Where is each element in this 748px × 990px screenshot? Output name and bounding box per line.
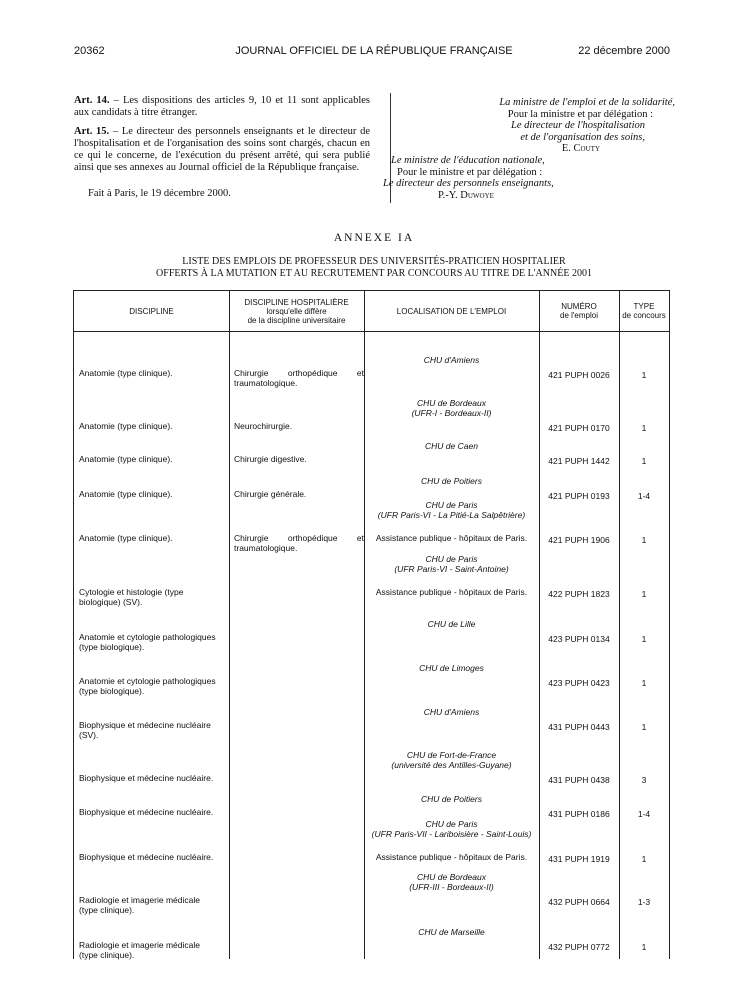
- row-numero: 423 PUPH 0423: [548, 678, 610, 688]
- signature-director-1a: Le directeur de l'hospitalisation: [511, 120, 645, 131]
- issue-date: 22 décembre 2000: [578, 45, 670, 57]
- location-assistance: Assistance publique - hôpitaux de Paris.: [375, 852, 528, 862]
- row-numero: 421 PUPH 0026: [548, 370, 610, 380]
- article-14-text: – Les dispositions des articles 9, 10 et 11 sont applicables aux candidats à titre étranger.: [74, 95, 370, 118]
- article-14: [74, 95, 370, 119]
- row-numero: 431 PUPH 1919: [548, 854, 610, 864]
- row-type: 3: [641, 775, 647, 785]
- article-15-label: Art. 15.: [74, 126, 110, 137]
- row-type: 1: [641, 423, 647, 433]
- row-discipline: Anatomie (type clinique).: [79, 421, 173, 431]
- row-numero: 422 PUPH 1823: [548, 589, 610, 599]
- page-number: 20362: [74, 45, 105, 57]
- row-discipline: Biophysique et médecine nucléaire (SV).: [79, 720, 211, 740]
- location-line: CHU de Paris: [425, 500, 478, 510]
- article-15: [74, 126, 370, 174]
- row-type: 1: [641, 456, 647, 466]
- row-discipline: Anatomie (type clinique).: [79, 454, 173, 464]
- location-line: CHU de Bordeaux: [417, 398, 486, 408]
- journal-title: JOURNAL OFFICIEL DE LA RÉPUBLIQUE FRANÇAISE: [235, 45, 513, 57]
- location-line: CHU de Poitiers: [421, 794, 482, 804]
- location-line: CHU de Caen: [425, 441, 478, 451]
- emplois-table: [73, 290, 670, 959]
- signature-delegation-1: Pour la ministre et par délégation :: [507, 108, 653, 120]
- row-numero: 421 PUPH 0170: [548, 423, 610, 433]
- location-line: (UFR-I - Bordeaux-II): [411, 408, 492, 418]
- row-numero: 421 PUPH 1906: [548, 535, 610, 545]
- row-discipline: Cytologie et histologie (type biologique) (SV).: [79, 587, 184, 607]
- annexe-title: ANNEXE IA: [333, 232, 415, 244]
- row-discipline: Biophysique et médecine nucléaire.: [79, 807, 214, 817]
- annexe-subtitle-2: OFFERTS À LA MUTATION ET AU RECRUTEMENT PAR CONCOURS AU TITRE DE L'ANNÉE 2001: [156, 268, 592, 279]
- row-hospital-discipline: Chirurgie générale.: [234, 489, 307, 499]
- row-discipline: Anatomie et cytologie pathologiques (type biologique).: [79, 676, 216, 696]
- location-line: CHU d'Amiens: [423, 355, 480, 365]
- row-type: 1: [641, 854, 647, 864]
- location-line: CHU de Poitiers: [421, 476, 482, 486]
- row-type: 1: [641, 634, 647, 644]
- row-type: 1: [641, 370, 647, 380]
- row-type: 1-4: [637, 809, 651, 819]
- location-line: CHU de Bordeaux: [417, 872, 486, 882]
- signature-delegation-2: Pour le ministre et par délégation :: [397, 166, 543, 178]
- signature-director-2: Le directeur des personnels enseignants,: [383, 178, 554, 189]
- header-type-line-1: TYPE: [633, 302, 655, 311]
- header-type: [619, 291, 669, 331]
- row-type: 1: [641, 535, 647, 545]
- row-type: 1: [641, 942, 647, 952]
- article-14-label: Art. 14.: [74, 95, 110, 106]
- row-type: 1: [641, 589, 647, 599]
- location-line: (UFR-III - Bordeaux-II): [409, 882, 494, 892]
- column-divider: [229, 291, 230, 959]
- row-numero: 432 PUPH 0772: [548, 942, 610, 952]
- row-type: 1: [641, 678, 647, 688]
- location-assistance: Assistance publique - hôpitaux de Paris.: [375, 533, 528, 543]
- location-line: (UFR Paris-VI - La Pitié-La Salpêtrière): [377, 510, 526, 520]
- row-discipline: Radiologie et imagerie médicale (type clinique).: [79, 895, 200, 915]
- location-line: CHU de Paris: [425, 554, 478, 564]
- row-hospital-discipline: Chirurgie digestive.: [234, 454, 307, 464]
- location-line: (UFR Paris-VII - Lariboisière - Saint-Louis): [371, 829, 532, 839]
- signature-minister-2: Le ministre de l'éducation nationale,: [391, 155, 545, 166]
- row-discipline: Radiologie et imagerie médicale (type clinique).: [79, 940, 200, 960]
- header-hosp-line-3: de la discipline universitaire: [247, 315, 346, 325]
- row-numero: 423 PUPH 0134: [548, 634, 610, 644]
- signature-director-1b: et de l'organisation des soins,: [520, 131, 645, 143]
- row-discipline: Anatomie (type clinique).: [79, 489, 173, 499]
- signature-name-1: E. Couty: [561, 143, 600, 154]
- row-discipline: Anatomie (type clinique).: [79, 368, 173, 378]
- header-hosp-line-2: lorsqu'elle diffère: [266, 306, 327, 316]
- fait-a-paris: Fait à Paris, le 19 décembre 2000.: [88, 188, 231, 199]
- row-numero: 431 PUPH 0186: [548, 809, 610, 819]
- row-numero: 421 PUPH 0193: [548, 491, 610, 501]
- location-line: CHU d'Amiens: [423, 707, 480, 717]
- signature-minister-1: La ministre de l'emploi et de la solidarité,: [499, 97, 675, 108]
- row-hospital-discipline: Chirurgie orthopédique et traumatologique.: [234, 368, 364, 388]
- signature-name-2: P.-Y. Duwoye: [438, 189, 494, 201]
- location-assistance: Assistance publique - hôpitaux de Paris.: [375, 587, 528, 597]
- row-type: 1-3: [637, 897, 651, 907]
- row-numero: 431 PUPH 0443: [548, 722, 610, 732]
- header-type-line-2: de concours: [622, 311, 666, 320]
- location-line: CHU de Marseille: [418, 927, 485, 937]
- location-line: CHU de Fort-de-France: [406, 750, 497, 760]
- header-numero-line-1: NUMÉRO: [561, 302, 597, 311]
- signature-block-2: [383, 155, 554, 201]
- row-discipline: Anatomie et cytologie pathologiques (type biologique).: [79, 632, 216, 652]
- header-localisation: LOCALISATION DE L'EMPLOI: [396, 306, 507, 316]
- row-hospital-discipline: Chirurgie orthopédique et traumatologique.: [234, 533, 364, 553]
- header-numero: [539, 291, 619, 331]
- location-line: CHU de Limoges: [419, 663, 484, 673]
- location-line: (université des Antilles-Guyane): [391, 760, 512, 770]
- row-hospital-discipline: Neurochirurgie.: [234, 421, 293, 431]
- header-discipline-hospitaliere: [229, 291, 364, 331]
- location-line: CHU de Lille: [427, 619, 476, 629]
- row-type: 1-4: [637, 491, 651, 501]
- article-15-text: – Le directeur des personnels enseignants et le directeur de l'hospitalisation et de l'organisation des soins sont chargés, chacun en ce qui le concerne, de l'exécution du présent arrêté, qui sera publié ainsi que ses annexes au Journal officiel de la République française.: [74, 126, 370, 173]
- signature-block-1: [400, 97, 675, 155]
- row-numero: 432 PUPH 0664: [548, 897, 610, 907]
- location-line: CHU de Paris: [425, 819, 478, 829]
- header-hosp-line-1: DISCIPLINE HOSPITALIÈRE: [244, 297, 349, 307]
- row-discipline: Biophysique et médecine nucléaire.: [79, 852, 214, 862]
- header-numero-line-2: de l'emploi: [560, 311, 598, 320]
- header-divider: [74, 331, 669, 332]
- header-discipline: DISCIPLINE: [129, 306, 174, 316]
- row-discipline: Biophysique et médecine nucléaire.: [79, 773, 214, 783]
- location-line: (UFR Paris-VI - Saint-Antoine): [394, 564, 509, 574]
- row-numero: 431 PUPH 0438: [548, 775, 610, 785]
- annexe-subtitle-1: LISTE DES EMPLOIS DE PROFESSEUR DES UNIVERSITÉS-PRATICIEN HOSPITALIER: [182, 256, 566, 267]
- row-type: 1: [641, 722, 647, 732]
- row-numero: 421 PUPH 1442: [548, 456, 610, 466]
- row-discipline: Anatomie (type clinique).: [79, 533, 173, 543]
